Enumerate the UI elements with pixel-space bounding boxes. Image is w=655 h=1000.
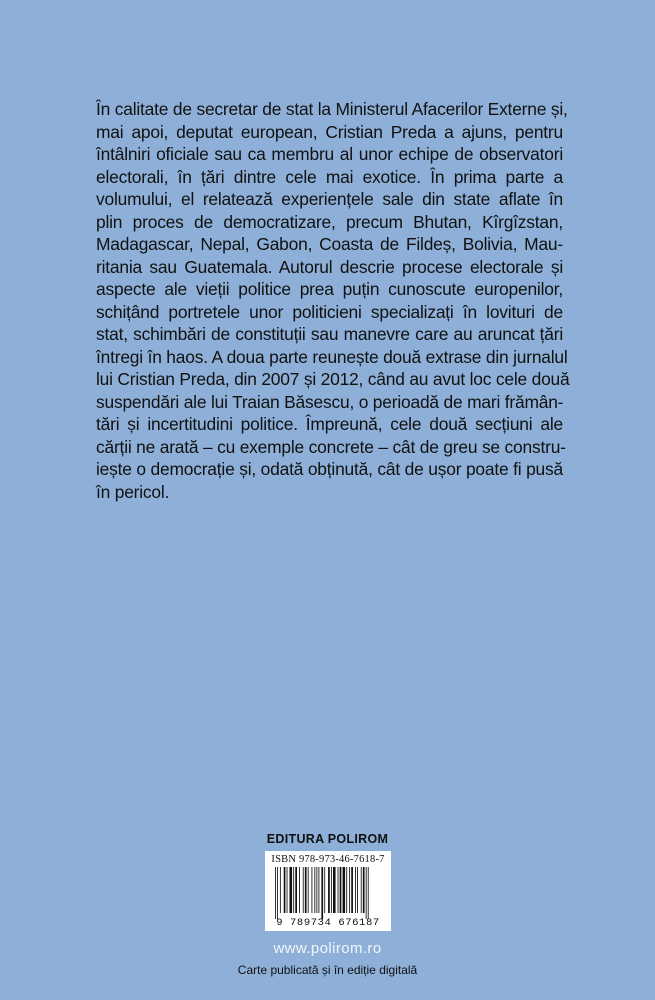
blurb-line: mai apoi, deputat european, Cristian Preda a ajuns, pentru <box>96 121 563 142</box>
blurb-line: întregi în haos. A doua parte reunește două extrase din jurnalul <box>96 346 568 367</box>
barcode-bar <box>355 867 356 913</box>
barcode-bar <box>277 867 278 919</box>
barcode-bar <box>321 867 323 919</box>
barcode-bar <box>293 867 294 913</box>
barcode-digits: 9 789734 676187 <box>276 917 380 929</box>
blurb-line: lui Cristian Preda, din 2007 și 2012, când au avut loc cele două <box>96 369 570 389</box>
barcode-bar <box>295 867 297 913</box>
blurb-line: în pericol. <box>96 481 170 502</box>
barcode-bar <box>368 867 369 919</box>
barcode-bar <box>338 867 339 913</box>
blurb-line: stat, schimbări de constituții sau manevre care au aruncat țări <box>96 324 563 344</box>
blurb-line: plin proces de democratizare, precum Bhutan, Kîrgîzstan, <box>96 211 563 232</box>
publisher-website[interactable]: www.polirom.ro <box>273 940 382 957</box>
barcode-bar <box>343 867 346 913</box>
blurb-line: schițând portretele unor politicieni specializați în lovituri de <box>96 301 563 322</box>
barcode-bar <box>316 867 317 913</box>
isbn-number: ISBN 978-973-46-7618-7 <box>271 854 385 865</box>
barcode-bar <box>331 867 332 913</box>
barcode-bar <box>280 867 281 913</box>
blurb-line: Madagascar, Nepal, Gabon, Coasta de Fildeș, Bolivia, Mau- <box>96 234 563 254</box>
publisher-name: EDITURA POLIROM <box>266 832 389 846</box>
blurb-line: electorali, în țări dintre cele mai exotice. În prima parte a <box>96 166 563 187</box>
barcode-bar <box>333 867 336 913</box>
barcode-bar <box>340 867 342 913</box>
isbn-barcode <box>265 851 391 931</box>
blurb-line: În calitate de secretar de stat la Ministerul Afacerilor Externe și, <box>96 99 568 119</box>
barcode-bar <box>351 867 353 913</box>
barcode-bar <box>287 867 288 913</box>
barcode-bar <box>328 867 330 913</box>
barcode-bar <box>324 867 325 913</box>
barcode-bar <box>284 867 286 913</box>
barcode-bar <box>349 867 350 913</box>
blurb-line: cărții ne arată – cu exemple concrete – cât de greu se constru- <box>96 436 566 457</box>
blurb-line: tări și incertitudini politice. Împreună, cele două secțiuni ale <box>96 414 563 434</box>
barcode-bar <box>366 867 367 919</box>
barcode-bar <box>290 867 293 913</box>
barcode-bar <box>303 867 304 913</box>
barcode-bar <box>275 867 276 919</box>
barcode-bar <box>357 867 358 913</box>
blurb-line: aspecte ale vieții politice prea puțin cunoscute europenilor, <box>96 279 563 299</box>
barcode-bars <box>275 867 381 919</box>
blurb-line: iește o democrație și, odată obținută, cât de ușor poate fi pusă <box>96 459 563 479</box>
blurb-line: volumului, el relatează experiențele sale din state aflate în <box>96 189 563 209</box>
barcode-bar <box>346 867 347 913</box>
digital-edition-note: Carte publicată și în ediție digitală <box>237 963 418 977</box>
blurb-line: suspendări ale lui Traian Băsescu, o perioadă de mari frămân- <box>96 391 564 412</box>
barcode-bar <box>314 867 315 913</box>
barcode-bar <box>361 867 362 913</box>
barcode-bar <box>312 867 313 913</box>
back-cover-blurb <box>96 98 570 503</box>
barcode-bar <box>363 867 365 913</box>
blurb-line: întâlniri oficiale sau ca membru al unor echipe de observatori <box>96 144 563 164</box>
blurb-line: ritania sau Guatemala. Autorul descrie procese electorale și <box>96 256 563 277</box>
barcode-bar <box>308 867 309 913</box>
barcode-bar <box>319 867 320 913</box>
barcode-bar <box>299 867 300 913</box>
barcode-bar <box>305 867 307 913</box>
